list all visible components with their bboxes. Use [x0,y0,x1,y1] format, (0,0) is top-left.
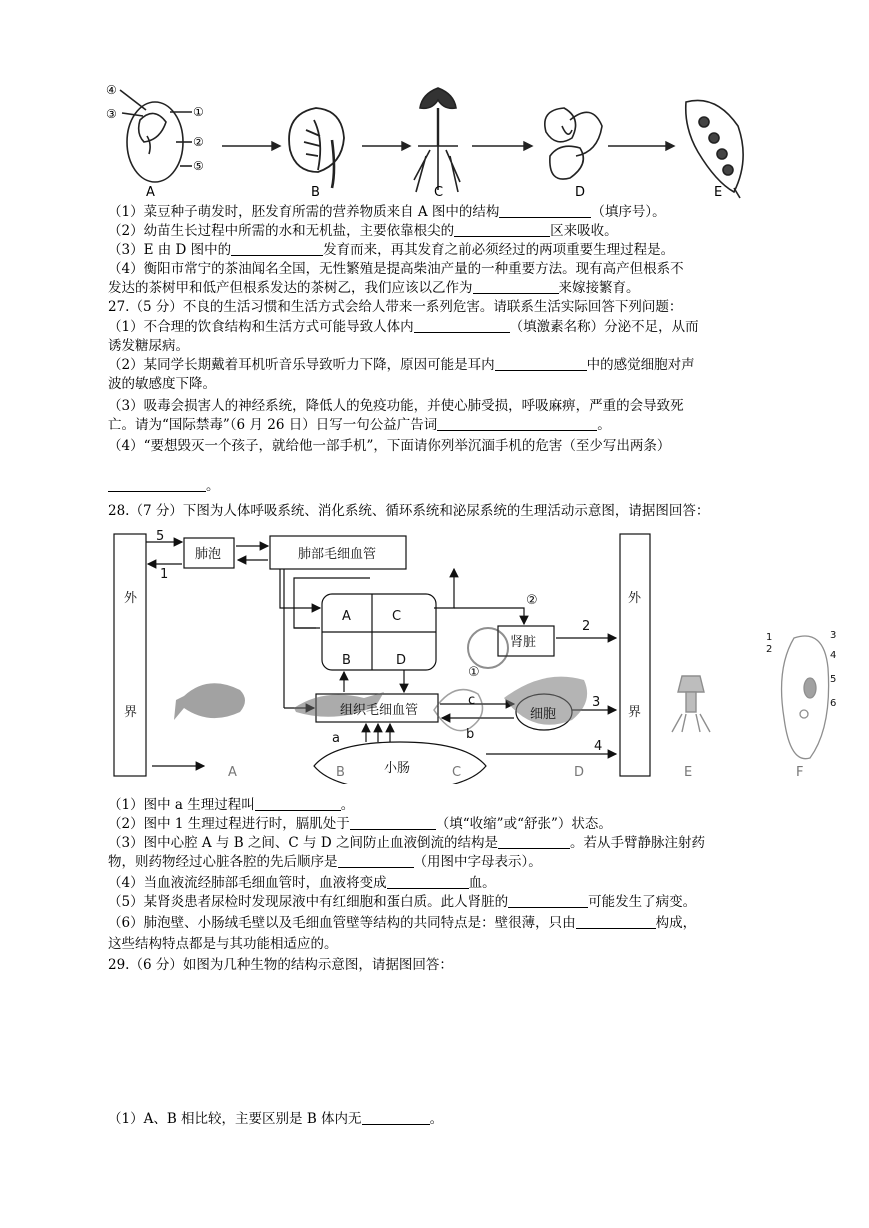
answer-blank[interactable] [255,796,341,811]
q28-s3-text: （3）图中心腔 A 与 B 之间、C 与 D 之间防止血液倒流的结构是 [108,835,498,851]
q28-s5-tail: 可能发生了病变。 [588,894,697,910]
outside-right-bottom: 界 [628,705,642,720]
bacteriophage-icon [672,676,710,732]
cell-label: 细胞 [530,707,557,722]
q27-title: 27.（5 分）不良的生活习惯和生活方式会给人带来一系列危害。请联系生活实际回答下列问题： [108,299,683,315]
q28-title: 28.（7 分）下图为人体呼吸系统、消化系统、循环系统和泌尿系统的生理活动示意图，请据图回答： [108,503,710,519]
circle-1: ① [468,665,480,680]
q27-line-6 [108,416,611,434]
q28-line-4 [108,853,542,871]
q28-s3-tail: 。若从手臂静脉注射药 [569,835,705,851]
q26-s1-tail: （填序号）。 [591,204,666,220]
org-label-d: D [574,765,585,780]
org-label-a: A [228,765,237,780]
alveoli-label: 肺泡 [195,547,222,562]
seedling-c [414,88,460,192]
answer-blank[interactable] [231,241,323,256]
answer-blank[interactable] [387,874,469,889]
q26-line-1 [108,203,666,221]
num-2: 2 [582,619,591,634]
tissue-capillary-label: 组织毛细血管 [340,703,419,718]
q26-line-3 [108,241,674,259]
org-label-f: F [796,765,804,780]
answer-blank[interactable] [350,815,436,830]
q27-line-5: （3）吸毒会损害人的神经系统，降低人的免疫功能，并使心肺受损，呼吸麻痹，严重的会导致死 [108,398,684,414]
q28-line-2 [108,815,612,833]
answer-blank[interactable] [437,416,597,431]
flower-d [545,108,602,179]
circle-2: ② [526,593,538,608]
q27-line-3 [108,356,695,374]
num-4: 4 [594,739,603,754]
q29-s1-text: （1）A、B 相比较，主要区别是 B 体内无 [108,1111,362,1127]
num-5: 5 [156,529,165,544]
q28-s2-tail: （填“收缩”或“舒张”）状态。 [435,816,612,832]
q28-line-1 [108,796,354,814]
f-num-5: 5 [830,674,837,685]
outside-right-top: 外 [628,591,642,606]
q28-line-3 [108,834,705,852]
lung-capillary-label: 肺部毛细血管 [298,547,377,562]
answer-blank[interactable] [495,356,587,371]
fish-icon [174,683,245,720]
f-num-3: 3 [830,630,837,641]
q27-line-7: （4）“要想毁灭一个孩子，就给他一部手机”，下面请你列举沉湎手机的危害（至少写出两条） [108,438,671,454]
fig-label-c: C [434,185,444,200]
f-num-4: 4 [830,650,837,661]
q27-line-4: 波的敏感度下降。 [108,376,216,392]
flower-cluster-icon [468,628,508,668]
answer-blank[interactable] [414,318,510,333]
q28-s2-text: （2）图中 1 生理过程进行时，膈肌处于 [108,816,350,832]
answer-blank[interactable] [338,853,414,868]
seed-marker-5: ⑤ [193,159,204,173]
q26-line-5 [108,279,640,297]
label-c: c [468,693,476,708]
q27-s2-tail: 中的感觉细胞对声 [586,357,695,373]
fig-label-a: A [146,185,155,200]
q29-line-1 [108,1110,443,1128]
outside-box-right [620,534,650,776]
q26-line-2 [108,222,618,240]
f-num-2: 2 [766,644,773,655]
q28-s3c-text: 物，则药物经过心脏各腔的先后顺序是 [108,854,338,870]
q26-s2-tail: 区来吸收。 [550,223,618,239]
intestine-label: 小肠 [384,761,411,776]
q27-s1-tail: （填激素名称）分泌不足，从而 [509,319,699,335]
q28-line-8: 这些结构特点都是与其功能相适应的。 [108,936,338,952]
q28-s4-tail: 血。 [468,875,496,891]
plant-icon [434,690,483,731]
f-num-6: 6 [830,698,837,709]
q28-s3d-tail: （用图中字母表示）。 [413,854,542,870]
q27-line-2: 诱发糖尿病。 [108,338,189,354]
heart-d-label: D [396,653,407,668]
q28-line-7 [108,914,696,932]
q28-line-6 [108,893,696,911]
num-1: 1 [160,567,169,582]
seed-marker-1: ① [193,105,204,119]
answer-blank[interactable] [108,477,206,492]
q26-s1-text: （1）菜豆种子萌发时，胚发育所需的营养物质来自 A 图中的结构 [108,204,500,220]
q28-s5-text: （5）某肾炎患者尿检时发现尿液中有红细胞和蛋白质。此人肾脏的 [108,894,509,910]
q28-s4-text: （4）当血液流经肺部毛细血管时，血液将变成 [108,875,387,891]
seed-marker-3: ③ [106,107,117,121]
label-a: a [332,731,340,746]
outside-box-left [114,534,146,776]
label-b: b [466,727,475,742]
q28-s1-text: （1）图中 a 生理过程叫 [108,797,255,813]
kidney-label: 肾脏 [510,635,537,650]
q27-s4-tail: 。 [206,478,220,494]
org-label-c: C [452,765,462,780]
answer-blank[interactable] [576,914,656,929]
heart-c-label: C [392,609,402,624]
pod-e [686,100,743,198]
organism-pictures [174,628,829,759]
germination-figure [100,80,760,202]
fig-label-d: D [575,185,586,200]
q28-s1-tail: 。 [340,797,355,813]
answer-blank[interactable] [362,1110,430,1125]
seed-drawing-a [120,90,192,182]
answer-blank[interactable] [508,893,588,908]
q27-line-1 [108,318,699,336]
org-label-e: E [684,765,693,780]
seed-marker-2: ② [193,135,204,149]
body-systems-diagram [104,528,844,784]
q28-s6-text: （6）肺泡壁、小肠绒毛壁以及毛细血管壁等结构的共同特点是：壁很薄，只由 [108,915,576,931]
outside-left-bottom: 界 [124,705,138,720]
q29-s1-tail: 。 [429,1111,444,1127]
answer-blank[interactable] [473,279,559,294]
q26-s4-text: 发达的茶树甲和低产但根系发达的茶树乙，我们应该以乙作为 [108,280,473,296]
q26-line-4: （4）衡阳市常宁的茶油闻名全国，无性繁殖是提高柴油产量的一种重要方法。现有高产但根系不 [108,261,684,277]
q26-s3-text: （3）E 由 D 图中的 [108,242,232,258]
answer-blank[interactable] [498,834,570,849]
answer-blank[interactable] [499,203,591,218]
q26-s4-tail: 来嫁接繁育。 [558,280,640,296]
q27-s1-text: （1）不合理的饮食结构和生活方式可能导致人体内 [108,319,414,335]
q29-title: 29.（6 分）如图为几种生物的结构示意图，请据图回答： [108,957,453,973]
num-3: 3 [592,695,601,710]
q28-s6-tail: 构成， [655,915,697,931]
q26-s2-text: （2）幼苗生长过程中所需的水和无机盐，主要依靠根尖的 [108,223,455,239]
q28-line-5 [108,874,496,892]
f-num-1: 1 [766,632,773,643]
heart-b-label: B [342,653,351,668]
germinating-seed-b [289,108,344,188]
outside-left-top: 外 [124,591,138,606]
heart-a-label: A [342,609,351,624]
seed-marker-4: ④ [106,83,117,97]
fig-label-e: E [714,185,723,200]
q27-line-8 [108,477,220,495]
answer-blank[interactable] [454,222,550,237]
q26-s3-tail: 发育而来，再其发育之前必须经过的两项重要生理过程是。 [323,242,675,258]
fig-label-b: B [311,185,320,200]
q27-s3-text: 亡。请为“国际禁毒”（6 月 26 日）日写一句公益广告词 [108,417,438,433]
cell-f-icon [782,636,829,759]
org-label-b: B [336,765,345,780]
q27-s3-tail: 。 [597,417,611,433]
q27-s2-text: （2）某同学长期戴着耳机听音乐导致听力下降，原因可能是耳内 [108,357,495,373]
